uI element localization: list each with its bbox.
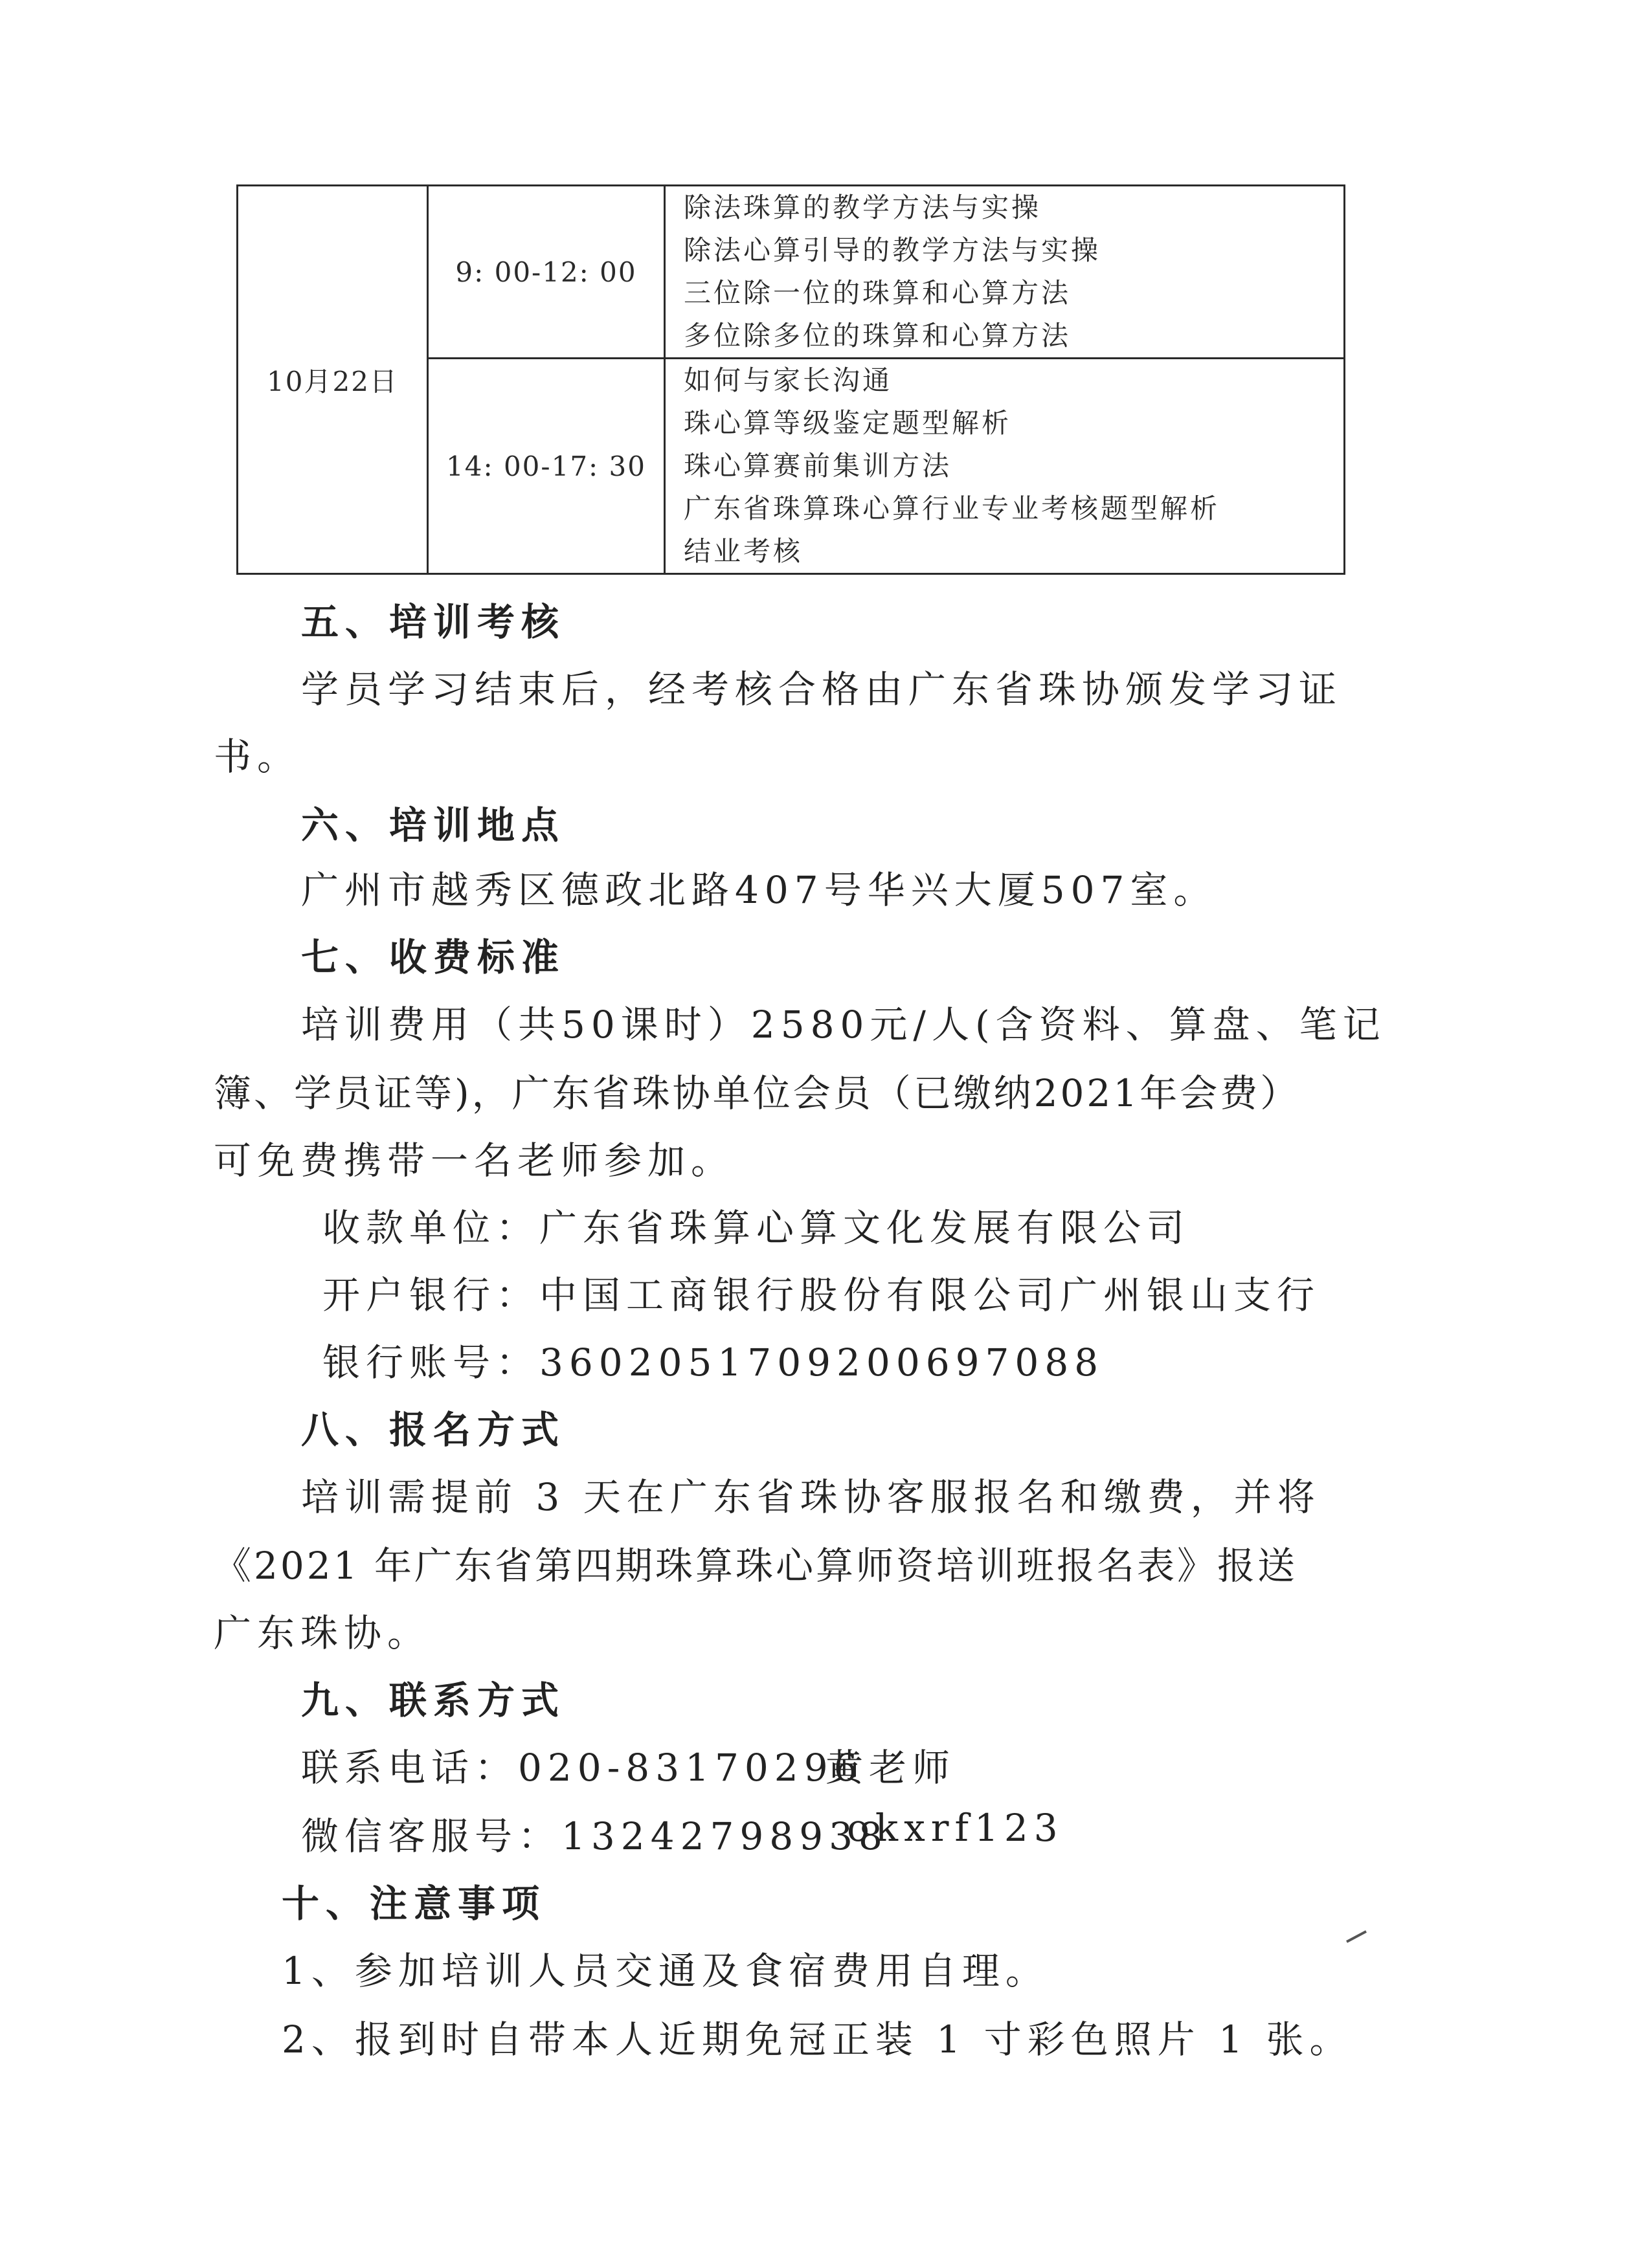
section-heading-location: 六、培训地点 (301, 803, 566, 847)
topic-item: 广东省珠算珠心算行业专业考核题型解析 (684, 493, 1220, 524)
topic-item: 三位除一位的珠算和心算方法 (684, 277, 1072, 309)
paragraph-line: 培训需提前 3 天在广东省珠协客服报名和缴费，并将 (301, 1475, 1321, 1519)
section-heading-contact: 九、联系方式 (301, 1678, 566, 1722)
scan-mark (1346, 1930, 1367, 1942)
topic-item: 除法心算引导的教学方法与实操 (684, 234, 1101, 266)
paragraph-line: 广东珠协。 (214, 1611, 431, 1655)
topic-item: 珠心算等级鉴定题型解析 (684, 407, 1012, 439)
payee-line: 收款单位：广东省珠算心算文化发展有限公司 (322, 1206, 1191, 1250)
time-cell: 9: 00-12: 00 (428, 186, 665, 359)
note-item: 2、报到时自带本人近期免冠正装 1 寸彩色照片 1 张。 (282, 2018, 1353, 2062)
bank-line: 开户银行：中国工商银行股份有限公司广州银山支行 (322, 1273, 1321, 1317)
time-cell: 14: 00-17: 30 (428, 359, 665, 574)
note-item: 1、参加培训人员交通及食宿费用自理。 (282, 1949, 1049, 1993)
section-heading-assessment: 五、培训考核 (301, 600, 566, 644)
topic-item: 如何与家长沟通 (684, 364, 893, 396)
address-text: 广州市越秀区德政北路407号华兴大厦507室。 (301, 868, 1217, 912)
training-schedule-table (236, 184, 1345, 575)
topic-item: 除法珠算的教学方法与实操 (684, 192, 1042, 223)
wechat-line: 微信客服号：13242798938 (301, 1814, 888, 1858)
paragraph-line: 簿、学员证等)，广东省珠协单位会员（已缴纳2021年会费） (214, 1071, 1301, 1115)
topic-item: 珠心算赛前集训方法 (684, 450, 952, 482)
paragraph-line: 学员学习结束后，经考核合格由广东省珠协颁发学习证 (301, 667, 1343, 711)
paragraph-line: 培训费用（共50课时）2580元/人(含资料、算盘、笔记 (301, 1003, 1386, 1047)
topics-cell (665, 186, 1345, 359)
topic-item: 多位除多位的珠算和心算方法 (684, 320, 1072, 351)
paragraph-line: 书。 (214, 735, 301, 779)
topics-cell (665, 359, 1345, 574)
section-heading-fees: 七、收费标准 (301, 935, 566, 979)
contact-name: 黄老师 (826, 1746, 956, 1790)
section-heading-notes: 十、注意事项 (282, 1882, 546, 1926)
date-cell: 10月22日 (238, 186, 428, 574)
wechat-id: okxrf123 (847, 1806, 1064, 1850)
topic-item: 结业考核 (684, 535, 803, 567)
paragraph-line: 可免费携带一名老师参加。 (214, 1139, 735, 1183)
account-line: 银行账号：3602051709200697088 (322, 1340, 1105, 1384)
phone-line: 联系电话：020-83170296 (301, 1746, 864, 1790)
paragraph-line: 《2021 年广东省第四期珠算珠心算师资培训班报名表》报送 (214, 1544, 1298, 1588)
table-row (238, 186, 1345, 359)
section-heading-registration: 八、报名方式 (301, 1408, 566, 1452)
